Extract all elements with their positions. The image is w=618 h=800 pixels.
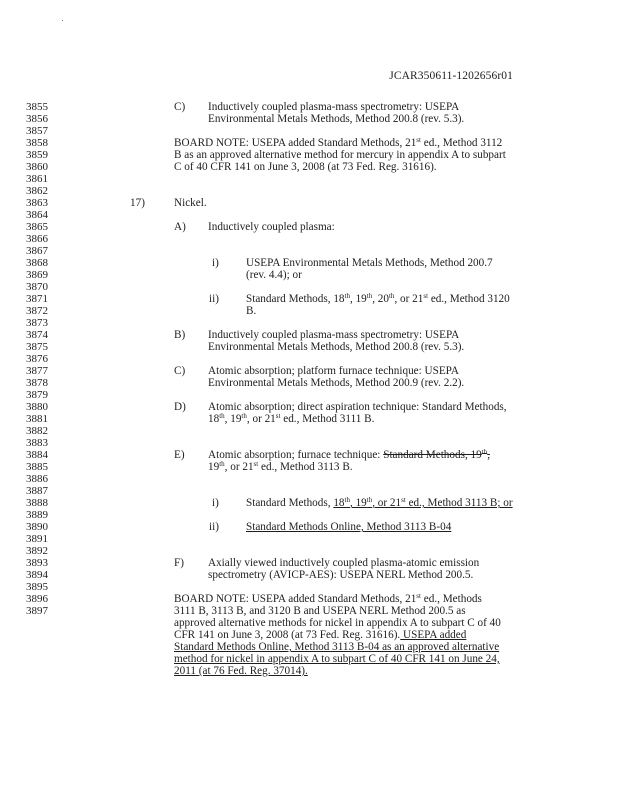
line-number: 3891 [26, 533, 48, 545]
line-number: 3879 [26, 389, 48, 401]
line-number: 3876 [26, 353, 48, 365]
line-number: 3880 [26, 401, 48, 413]
line-number: 3897 [26, 605, 48, 617]
text-line: Standard Methods, 18th, 19th, or 21st ed., Method 3113 B; or [246, 496, 513, 509]
text-line: Atomic absorption; furnace technique: Standard Methods, 19th, [208, 448, 490, 461]
board-note-line: BOARD NOTE: USEPA added Standard Methods, 21st ed., Method 3112 [174, 136, 503, 149]
line-number: 3884 [26, 449, 48, 461]
line-number: 3896 [26, 593, 48, 605]
line-number: 3869 [26, 269, 48, 281]
inserted-text: Standard Methods Online, Method 3113 B-04 as an approved alternative [174, 641, 500, 653]
text-line: 18th, 19th, or 21st ed., Method 3111 B. [208, 412, 375, 425]
line-number: 3866 [26, 233, 48, 245]
line-number: 3860 [26, 161, 48, 173]
line-number: 3875 [26, 341, 48, 353]
text-line: (rev. 4.4); or [246, 269, 302, 281]
inserted-text: 18th, 19th, or 21st ed., Method 3113 B; or [333, 496, 513, 509]
line-number: 3894 [26, 569, 48, 581]
line-number: 3863 [26, 197, 48, 209]
line-number: 3873 [26, 317, 48, 329]
item-a-i-label: i) [212, 257, 219, 269]
item-e-i-label: i) [212, 497, 219, 509]
text-line: Standard Methods, 18th, 19th, 20th, or 21st ed., Method 3120 [246, 292, 510, 305]
line-number: 3889 [26, 509, 48, 521]
line-number: 3881 [26, 413, 48, 425]
line-number: 3893 [26, 557, 48, 569]
line-number: 3871 [26, 293, 48, 305]
line-number: 3857 [26, 125, 48, 137]
line-number: 3870 [26, 281, 48, 293]
item-a-label: A) [174, 221, 186, 233]
board-note-line: 3111 B, 3113 B, and 3120 B and USEPA NERL Method 200.5 as [174, 605, 466, 617]
line-number: 3855 [26, 101, 48, 113]
line-number: 3862 [26, 185, 48, 197]
line-number: 3882 [26, 425, 48, 437]
inserted-text: USEPA added [400, 629, 467, 641]
line-number: 3877 [26, 365, 48, 377]
line-number: 3867 [26, 245, 48, 257]
board-note-line: CFR 141 on June 3, 2008 (at 73 Fed. Reg. 31616). USEPA added [174, 629, 467, 641]
item-e-ii-label: ii) [209, 521, 219, 533]
text-line: Inductively coupled plasma: [208, 221, 335, 233]
text-line: Atomic absorption; direct aspiration technique: Standard Methods, [208, 401, 507, 413]
line-number: 3878 [26, 377, 48, 389]
inserted-text: method for nickel in appendix A to subpart C of 40 CFR 141 on June 24, [174, 653, 500, 665]
line-number: 3886 [26, 473, 48, 485]
inserted-text: 2011 (at 76 Fed. Reg. 37014). [174, 665, 308, 677]
text-line: Atomic absorption; platform furnace technique: USEPA [208, 365, 459, 377]
item-e-label: E) [174, 449, 185, 461]
line-number: 3872 [26, 305, 48, 317]
line-number: 3856 [26, 113, 48, 125]
item-c-label: C) [174, 101, 186, 113]
text-line: Inductively coupled plasma-mass spectrometry: USEPA [208, 101, 460, 113]
deleted-text: Standard Methods, 19th, [383, 448, 490, 461]
item-17-label: 17) [130, 197, 145, 209]
text-line: spectrometry (AVICP-AES): USEPA NERL Method 200.5. [208, 569, 474, 581]
line-number: 3890 [26, 521, 48, 533]
text-line: USEPA Environmental Metals Methods, Method 200.7 [246, 257, 493, 269]
line-number: 3885 [26, 461, 48, 473]
text-line: B. [246, 305, 257, 317]
text-line: Environmental Metals Methods, Method 200.8 (rev. 5.3). [208, 341, 465, 353]
board-note-line: approved alternative methods for nickel in appendix A to subpart C of 40 [174, 617, 501, 629]
item-c-label: C) [174, 365, 186, 377]
document-id-header: JCAR350611-1202656r01 [389, 70, 513, 82]
line-number: 3892 [26, 545, 48, 557]
line-number: 3868 [26, 257, 48, 269]
scan-speck [62, 20, 63, 21]
line-number: 3864 [26, 209, 48, 221]
line-number: 3865 [26, 221, 48, 233]
text-line: Axially viewed inductively coupled plasma-atomic emission [208, 557, 480, 569]
line-number: 3861 [26, 173, 48, 185]
line-number: 3859 [26, 149, 48, 161]
board-note-line: B as an approved alternative method for mercury in appendix A to subpart [174, 149, 506, 161]
text-line: 19th, or 21st ed., Method 3113 B. [208, 460, 353, 473]
item-f-label: F) [174, 557, 184, 569]
section-heading-nickel: Nickel. [174, 197, 207, 209]
inserted-text: Standard Methods Online, Method 3113 B-04 [246, 521, 452, 533]
text-line: Inductively coupled plasma-mass spectrometry: USEPA [208, 329, 460, 341]
item-d-label: D) [174, 401, 186, 413]
line-number: 3888 [26, 497, 48, 509]
line-number: 3883 [26, 437, 48, 449]
line-number: 3895 [26, 581, 48, 593]
line-number: 3858 [26, 137, 48, 149]
line-number: 3874 [26, 329, 48, 341]
text-line: Environmental Metals Methods, Method 200.9 (rev. 2.2). [208, 377, 465, 389]
board-note-line: BOARD NOTE: USEPA added Standard Methods, 21st ed., Methods [174, 592, 482, 605]
line-number: 3887 [26, 485, 48, 497]
item-a-ii-label: ii) [209, 293, 219, 305]
board-note-line: C of 40 CFR 141 on June 3, 2008 (at 73 Fed. Reg. 31616). [174, 161, 437, 173]
text-line: Environmental Metals Methods, Method 200.8 (rev. 5.3). [208, 113, 465, 125]
item-b-label: B) [174, 329, 186, 341]
